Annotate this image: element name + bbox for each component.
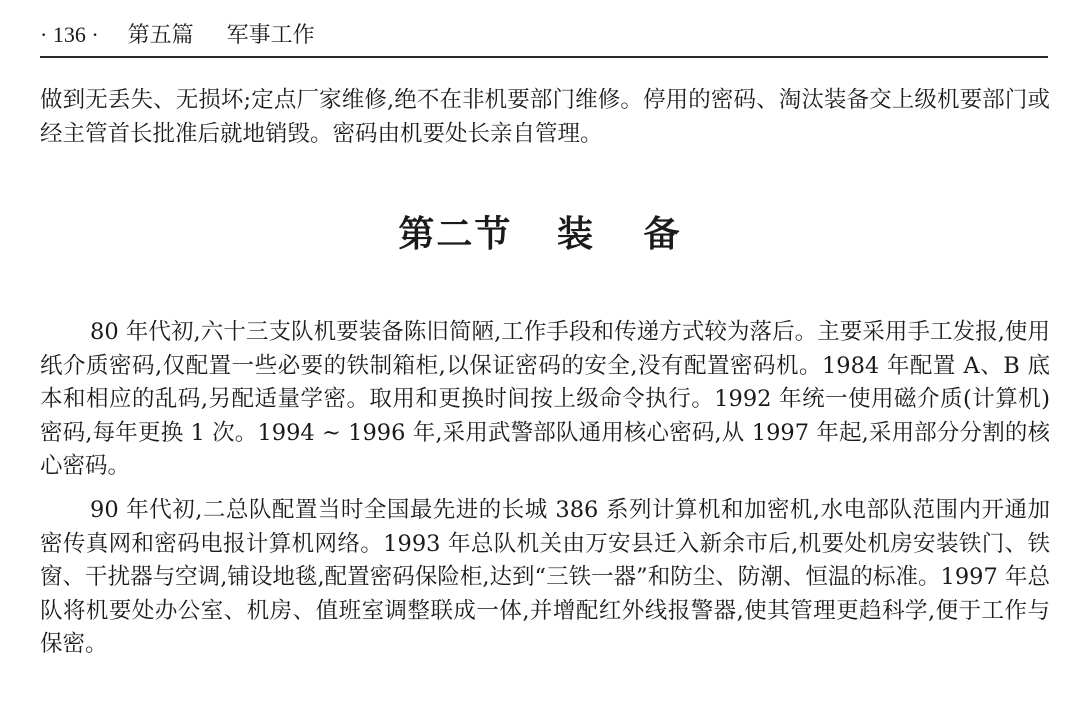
part-title: 第五篇 — [127, 23, 194, 48]
paragraph-equipment-90s: 90 年代初,二总队配置当时全国最先进的长城 386 系列计算机和加密机,水电部队范围内开通加密传真网和密码电报计算机网络。1993 年总队机关由万安县迁入新余市后,机要处机房安装铁门、铁窗、干扰器与空调,铺设地毯,配置密码保险柜,达到“三铁一器”和防尘、防潮、恒温的标准。1997 年总队将机要处办公室、机房、值班室调整联成一体,并增配红外线报警器,使其管理更趋科学,便于工作与保密。 — [40, 497, 1050, 657]
section-heading — [0, 210, 1080, 258]
page-number: · 136 · — [40, 22, 99, 47]
paragraph-continued: 做到无丢失、无损坏;定点厂家维修,绝不在非机要部门维修。停用的密码、淘汰装备交上级机要部门或经主管首长批准后就地销毁。密码由机要处长亲自管理。 — [40, 87, 1050, 147]
running-header — [40, 18, 1048, 58]
section-heading-char-1: 装 — [556, 213, 595, 255]
section-number: 第二节 — [398, 213, 513, 255]
paragraph-equipment-80s: 80 年代初,六十三支队机要装备陈旧简陋,工作手段和传递方式较为落后。主要采用手工发报,使用纸介质密码,仅配置一些必要的铁制箱柜,以保证密码的安全,没有配置密码机。1984 年配置 A、B 底本和相应的乱码,另配适量学密。取用和更换时间按上级命令执行。1992 年统一使用磁介质(计算机)密码,每年更换 1 次。1994 ~ 1996 年,采用武警部队通用核心密码,从 1997 年起,采用部分分割的核心密码。 — [40, 319, 1050, 479]
section-heading-char-2: 备 — [643, 213, 682, 255]
chapter-title: 军事工作 — [226, 23, 315, 48]
